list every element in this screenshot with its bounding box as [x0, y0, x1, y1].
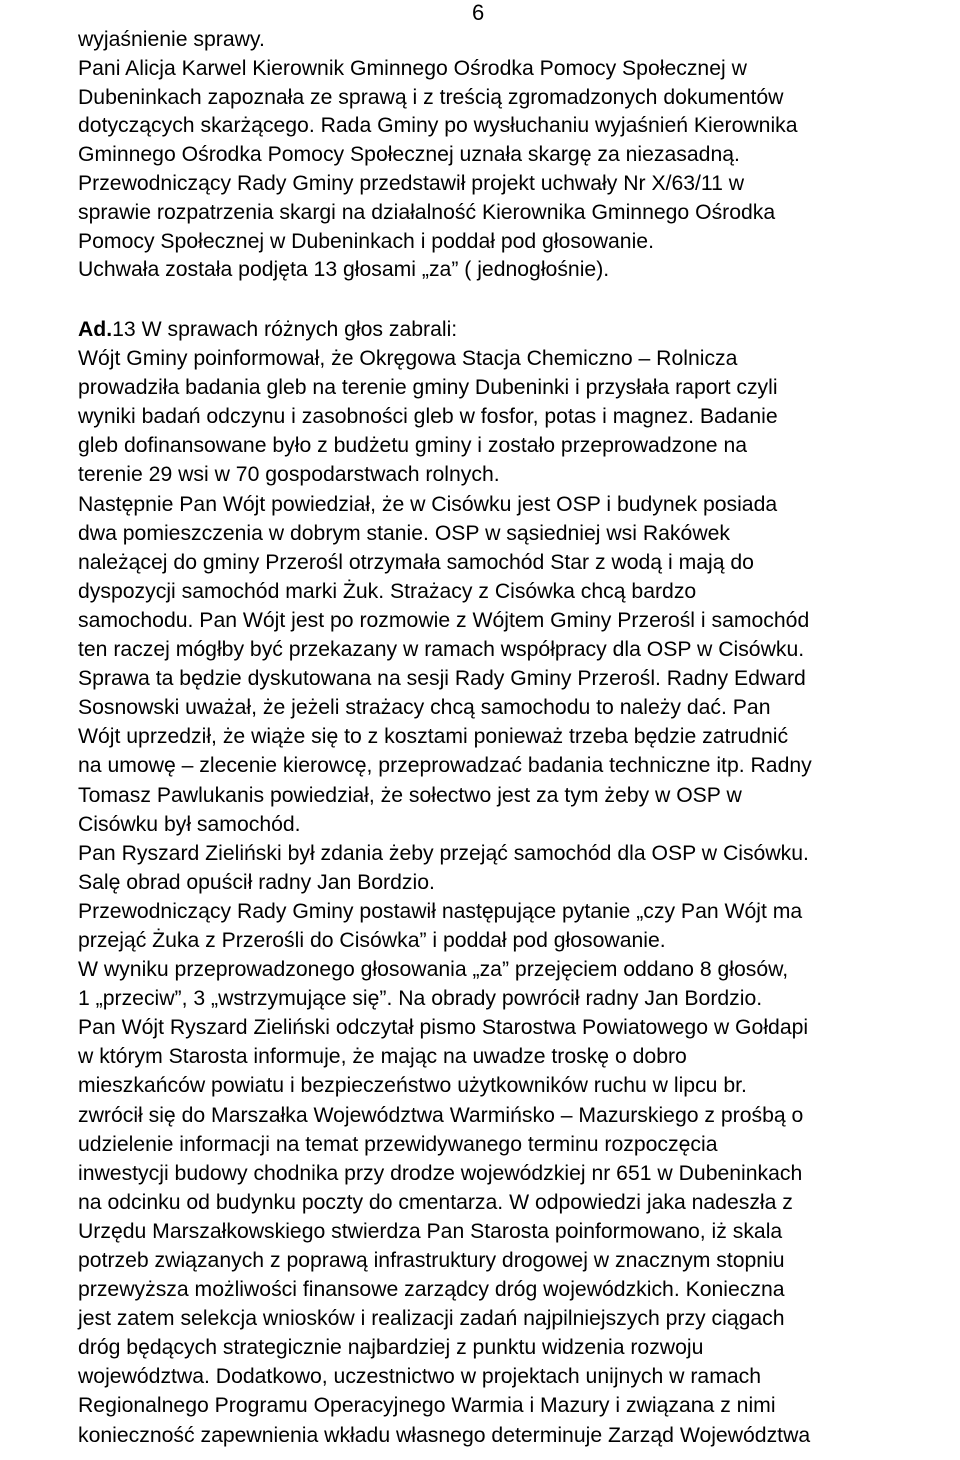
- text-line: dróg będących strategicznie najbardziej z punktu widzenia rozwoju: [78, 1336, 704, 1360]
- text-line: 1 „przeciw”, 3 „wstrzymujące się”. Na obrady powrócił radny Jan Bordzio.: [78, 987, 763, 1011]
- text-line: potrzeb związanych z poprawą infrastruktury drogowej w znacznym stopniu: [78, 1249, 785, 1272]
- agenda-item-heading-text: 13 W sprawach różnych głos zabrali:: [112, 318, 458, 341]
- text-line: Wójt Gminy poinformował, że Okręgowa Stacja Chemiczno – Rolnicza: [78, 347, 738, 371]
- text-line: konieczność zapewnienia wkładu własnego determinuje Zarząd Województwa: [78, 1423, 811, 1447]
- text-line: Dubeninkach zapoznała ze sprawą i z treścią zgromadzonych dokumentów: [78, 85, 784, 109]
- text-line: sprawie rozpatrzenia skargi na działalność Kierownika Gminnego Ośrodka: [78, 200, 776, 224]
- text-line: mieszkańców powiatu i bezpieczeństwo użytkowników ruchu w lipcu br.: [78, 1074, 747, 1098]
- text-line: prowadziła badania gleb na terenie gminy Dubeninki i przysłała raport czyli: [78, 376, 778, 400]
- text-line: dwa pomieszczenia w dobrym stanie. OSP w sąsiedniej wsi Rakówek: [78, 521, 730, 545]
- text-line: dotyczących skarżącego. Rada Gminy po wysłuchaniu wyjaśnień Kierownika: [78, 114, 798, 138]
- agenda-item-heading: [78, 315, 958, 344]
- text-line: Pani Alicja Karwel Kierownik Gminnego Ośrodka Pomocy Społecznej w: [78, 56, 747, 80]
- text-line: przejąć Żuka z Przerośli do Cisówka” i poddał pod głosowanie.: [78, 928, 666, 952]
- text-line: w którym Starosta informuje, że mając na uwadze troskę o dobro: [78, 1045, 687, 1069]
- text-line: Regionalnego Programu Operacyjnego Warmia i Mazury i związana z nimi: [78, 1394, 776, 1418]
- text-line: terenie 29 wsi w 70 gospodarstwach rolnych.: [78, 463, 500, 487]
- text-line: ten raczej mógłby być przekazany w ramach współpracy dla OSP w Cisówku.: [78, 638, 805, 662]
- text-line: przewyższa możliwości finansowe zarządcy dróg wojewódzkich. Konieczna: [78, 1278, 785, 1302]
- text-line: samochodu. Pan Wójt jest po rozmowie z Wójtem Gminy Przerośl i samochód: [78, 608, 810, 632]
- text-line: Tomasz Pawlukanis powiedział, że sołectwo jest za tym żeby w OSP w: [78, 783, 742, 807]
- text-line: Urzędu Marszałkowskiego stwierdza Pan Starosta poinformowano, iż skala: [78, 1219, 783, 1243]
- text-line: Sprawa ta będzie dyskutowana na sesji Rady Gminy Przerośl. Radny Edward: [78, 667, 806, 691]
- text-line: należącej do gminy Przerośl otrzymała samochód Star z wodą i mają do: [78, 550, 754, 574]
- text-line: województwa. Dodatkowo, uczestnictwo w projektach unijnych w ramach: [78, 1365, 762, 1389]
- page-number: 6: [472, 0, 485, 25]
- text-line: Uchwała została podjęta 13 głosami „za” ( jednogłośnie).: [78, 258, 610, 282]
- text-line: Następnie Pan Wójt powiedział, że w Cisówku jest OSP i budynek posiada: [78, 492, 778, 516]
- text-line: zwrócił się do Marszałka Województwa Warmińsko – Mazurskiego z prośbą o: [78, 1103, 804, 1127]
- text-line: W wyniku przeprowadzonego głosowania „za” przejęciem oddano 8 głosów,: [78, 958, 789, 982]
- document-text-block: [78, 26, 958, 285]
- text-line: udzielenie informacji na temat przewidywanego terminu rozpoczęcia: [78, 1132, 718, 1156]
- text-line: wyniki badań odczynu i zasobności gleb w fosfor, potas i magnez. Badanie: [78, 405, 778, 429]
- text-line: na umowę – zlecenie kierowcę, przeprowadzać badania techniczne itp. Radny: [78, 754, 812, 778]
- text-line: Pan Wójt Ryszard Zieliński odczytał pismo Starostwa Powiatowego w Gołdapi: [78, 1016, 809, 1040]
- text-line: inwestycji budowy chodnika przy drodze wojewódzkiej nr 651 w Dubeninkach: [78, 1161, 803, 1185]
- text-line: Przewodniczący Rady Gminy przedstawił projekt uchwały Nr X/63/11 w: [78, 171, 745, 195]
- text-line: Sosnowski uważał, że jeżeli strażacy chcą samochodu to należy dać. Pan: [78, 696, 771, 720]
- text-line: dyspozycji samochód marki Żuk. Strażacy z Cisówka chcą bardzo: [78, 579, 697, 603]
- text-line: Pomocy Społecznej w Dubeninkach i poddał pod głosowanie.: [78, 229, 654, 253]
- agenda-item-ad13: [78, 315, 958, 1450]
- text-line: Gminnego Ośrodka Pomocy Społecznej uznała skargę za niezasadną.: [78, 143, 740, 167]
- agenda-item-label: Ad.: [78, 318, 113, 341]
- text-line: gleb dofinansowane było z budżetu gminy i zostało przeprowadzone na: [78, 434, 748, 458]
- text-line: na odcinku od budynku poczty do cmentarza. W odpowiedzi jaka nadeszła z: [78, 1190, 793, 1214]
- text-line: Wójt uprzedził, że wiąże się to z kosztami ponieważ trzeba będzie zatrudnić: [78, 725, 789, 749]
- text-line: Pan Ryszard Zieliński był zdania żeby przejąć samochód dla OSP w Cisówku.: [78, 841, 809, 865]
- text-line: Cisówku był samochód.: [78, 812, 301, 836]
- text-line: Salę obrad opuścił radny Jan Bordzio.: [78, 870, 435, 894]
- text-line: wyjaśnienie sprawy.: [78, 28, 265, 51]
- text-line: jest zatem selekcja wniosków i realizacji zadań najpilniejszych przy ciągach: [78, 1307, 785, 1331]
- text-line: Przewodniczący Rady Gminy postawił następujące pytanie „czy Pan Wójt ma: [78, 899, 803, 923]
